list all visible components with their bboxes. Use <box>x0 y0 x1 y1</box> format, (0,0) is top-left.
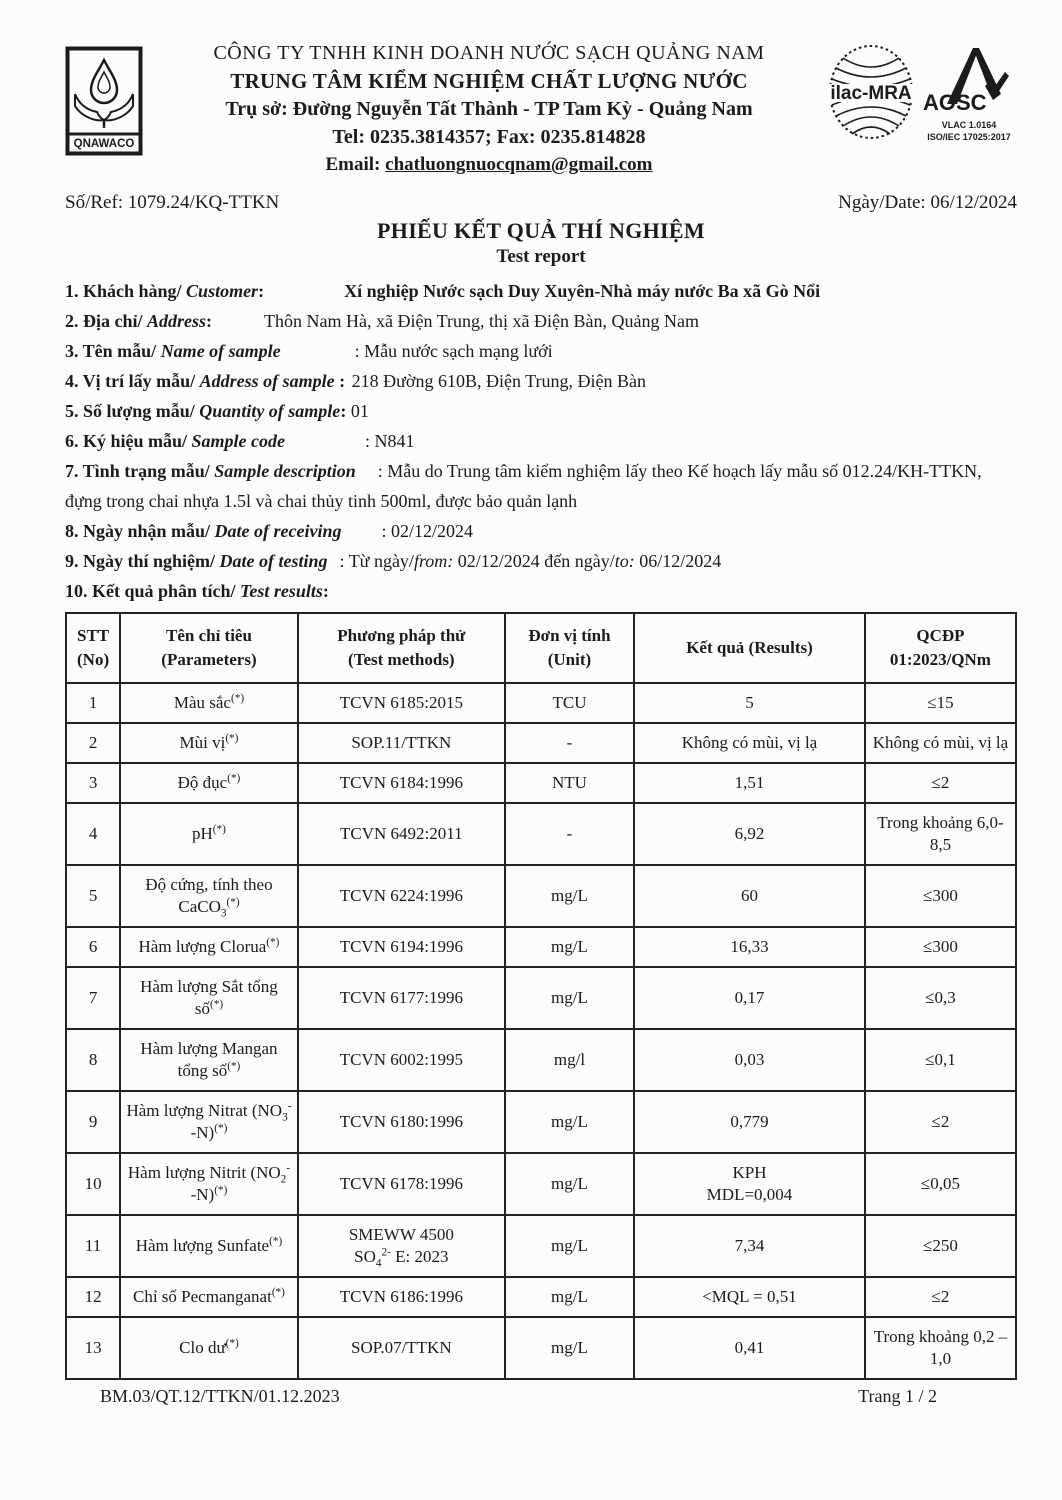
cell-result: 0,03 <box>634 1029 865 1091</box>
cell-limit: ≤2 <box>865 763 1016 803</box>
field-label-en: Customer <box>186 281 259 301</box>
cell-method: TCVN 6184:1996 <box>298 763 505 803</box>
reference-number: Số/Ref: 1079.24/KQ-TTKN <box>65 192 280 213</box>
field-value: : Mẫu nước sạch mạng lưới <box>354 341 553 361</box>
results-table-head <box>66 613 1016 683</box>
report-field <box>65 426 1017 456</box>
field-label-en: Address of sample <box>199 371 335 391</box>
field-value: : Từ ngày/from: 02/12/2024 đến ngày/to: 06/12/2024 <box>339 551 722 571</box>
cell-parameter: Chỉ số Pecmanganat(*) <box>120 1277 298 1317</box>
cell-parameter: Hàm lượng Mangan tổng số(*) <box>120 1029 298 1091</box>
cell-result: 0,779 <box>634 1091 865 1153</box>
cell-limit: ≤15 <box>865 683 1016 723</box>
cell-method: SOP.11/TTKN <box>298 723 505 763</box>
aosc-vlac-code: VLAC 1.0164 <box>941 120 997 130</box>
cell-no: 4 <box>66 803 120 865</box>
qnawaco-logo-icon <box>65 46 143 156</box>
cell-result: 0,17 <box>634 967 865 1029</box>
report-fields <box>65 276 1017 606</box>
field-label-en: Name of sample <box>160 341 281 361</box>
company-block <box>151 40 827 178</box>
cell-no: 6 <box>66 927 120 967</box>
field-label-en: Sample code <box>191 431 286 451</box>
col-header-unit: Đơn vị tính (Unit) <box>505 613 634 683</box>
cell-no: 10 <box>66 1153 120 1215</box>
cell-unit: mg/L <box>505 927 634 967</box>
report-field <box>65 306 1017 336</box>
field-label-en: Address <box>147 311 207 331</box>
table-row <box>66 1153 1016 1215</box>
report-field <box>65 516 1017 546</box>
field-label-en: Sample description <box>214 461 356 481</box>
col-header-result: Kết quả (Results) <box>634 613 865 683</box>
report-field <box>65 396 1017 426</box>
field-value: 01 <box>346 401 369 421</box>
report-field <box>65 576 1017 606</box>
cell-method: TCVN 6194:1996 <box>298 927 505 967</box>
cell-no: 11 <box>66 1215 120 1277</box>
field-label: 6. Ký hiệu mẫu/ <box>65 431 192 451</box>
field-label: 7. Tình trạng mẫu/ <box>65 461 215 481</box>
cell-result: KPH MDL=0,004 <box>634 1153 865 1215</box>
field-label: 9. Ngày thí nghiệm/ <box>65 551 220 571</box>
field-label: 1. Khách hàng/ <box>65 281 187 301</box>
email-address: chatluongnuocqnam@gmail.com <box>385 154 653 175</box>
cell-result: Không có mùi, vị lạ <box>634 723 865 763</box>
header-row <box>66 613 1016 683</box>
cell-unit: TCU <box>505 683 634 723</box>
cell-result: 5 <box>634 683 865 723</box>
hq-address: Trụ sở: Đường Nguyễn Tất Thành - TP Tam Kỳ - Quảng Nam <box>225 98 753 120</box>
col-header-no: STT (No) <box>66 613 120 683</box>
cell-unit: mg/L <box>505 865 634 927</box>
cell-result: 16,33 <box>634 927 865 967</box>
ilac-mra-logo-icon <box>827 42 915 142</box>
field-label: 5. Số lượng mẫu/ <box>65 401 200 421</box>
report-field <box>65 276 1017 306</box>
table-row <box>66 1091 1016 1153</box>
field-separator: : <box>322 581 329 601</box>
cell-limit: Trong khoảng 0,2 – 1,0 <box>865 1317 1016 1379</box>
cell-parameter: Clo dư(*) <box>120 1317 298 1379</box>
report-field <box>65 366 1017 396</box>
results-table-body <box>66 683 1016 1379</box>
cell-no: 7 <box>66 967 120 1029</box>
field-label: 8. Ngày nhận mẫu/ <box>65 521 215 541</box>
cell-limit: ≤0,1 <box>865 1029 1016 1091</box>
cell-no: 13 <box>66 1317 120 1379</box>
tel-fax: Tel: 0235.3814357; Fax: 0235.814828 <box>332 126 646 148</box>
cell-unit: mg/L <box>505 1317 634 1379</box>
field-label-en: Date of testing <box>219 551 328 571</box>
cell-unit: - <box>505 723 634 763</box>
report-field <box>65 336 1017 366</box>
table-row <box>66 1215 1016 1277</box>
cell-unit: mg/L <box>505 1277 634 1317</box>
cell-parameter: Độ đục(*) <box>120 763 298 803</box>
field-value: : Mẫu do Trung tâm kiểm nghiệm lấy theo Kế hoạch lấy mẫu số 012.24/KH-TTKN, đựng trong chai nhựa 1.5l và chai thủy tinh 500ml, được bảo quản lạnh <box>65 461 982 511</box>
cell-method: SOP.07/TTKN <box>298 1317 505 1379</box>
table-row <box>66 865 1016 927</box>
field-gap <box>342 536 382 537</box>
aosc-logo-text: AOSC <box>923 90 987 114</box>
field-label-en: Test results <box>240 581 323 601</box>
cell-limit: ≤300 <box>865 865 1016 927</box>
field-gap <box>212 326 264 327</box>
cell-limit: ≤0,05 <box>865 1153 1016 1215</box>
center-name: TRUNG TÂM KIỂM NGHIỆM CHẤT LƯỢNG NƯỚC <box>230 69 748 93</box>
table-row <box>66 967 1016 1029</box>
cell-result: 7,34 <box>634 1215 865 1277</box>
cell-parameter: Hàm lượng Sunfate(*) <box>120 1215 298 1277</box>
cell-no: 8 <box>66 1029 120 1091</box>
col-header-method: Phương pháp thử (Test methods) <box>298 613 505 683</box>
cell-parameter: pH(*) <box>120 803 298 865</box>
email-line <box>155 151 823 178</box>
table-row <box>66 763 1016 803</box>
cell-unit: mg/L <box>505 967 634 1029</box>
table-row <box>66 1317 1016 1379</box>
field-gap <box>356 476 378 477</box>
cell-result: <MQL = 0,51 <box>634 1277 865 1317</box>
page-footer <box>65 1386 1017 1407</box>
cell-parameter: Mùi vị(*) <box>120 723 298 763</box>
reference-row <box>65 192 1017 214</box>
field-gap <box>328 566 340 567</box>
cell-method: TCVN 6224:1996 <box>298 865 505 927</box>
certification-logos <box>827 40 1017 143</box>
field-gap <box>264 296 344 297</box>
cell-unit: mg/L <box>505 1091 634 1153</box>
field-value: 218 Đường 610B, Điện Trung, Điện Bàn <box>347 371 646 391</box>
cell-no: 1 <box>66 683 120 723</box>
col-header-limit: QCĐP 01:2023/QNm <box>865 613 1016 683</box>
field-label: 10. Kết quả phân tích/ <box>65 581 241 601</box>
results-table <box>65 612 1017 1380</box>
field-separator: : <box>334 371 346 391</box>
report-field <box>65 546 1017 576</box>
field-value: : N841 <box>365 431 415 451</box>
table-row <box>66 927 1016 967</box>
field-gap <box>285 446 365 447</box>
page-number: Trang 1 / 2 <box>858 1386 937 1406</box>
cell-method: TCVN 6186:1996 <box>298 1277 505 1317</box>
cell-parameter: Hàm lượng Sắt tổng số(*) <box>120 967 298 1029</box>
cell-unit: mg/L <box>505 1215 634 1277</box>
table-row <box>66 683 1016 723</box>
ilac-mra-logo-text: ilac-MRA <box>830 83 912 104</box>
cell-parameter: Hàm lượng Nitrit $(NO_2^--N)^{(*)}$ <box>120 1153 298 1215</box>
field-label-en: Date of receiving <box>214 521 342 541</box>
cell-unit: mg/l <box>505 1029 634 1091</box>
table-row <box>66 803 1016 865</box>
cell-limit: ≤250 <box>865 1215 1016 1277</box>
cell-parameter: Hàm lượng Nitrat $(NO_3^--N)^{(*)}$ <box>120 1091 298 1153</box>
qnawaco-logo-text: QNAWACO <box>73 138 135 150</box>
report-header <box>65 40 1017 178</box>
cell-no: 9 <box>66 1091 120 1153</box>
field-value: : 02/12/2024 <box>381 521 474 541</box>
cell-no: 3 <box>66 763 120 803</box>
field-label: 3. Tên mẫu/ <box>65 341 161 361</box>
cell-method: SMEWW 4500 $SO_4^{2-}$ E: 2023 <box>298 1215 505 1277</box>
cell-parameter: Màu sắc(*) <box>120 683 298 723</box>
table-row <box>66 1029 1016 1091</box>
field-label: 4. Vị trí lấy mẫu/ <box>65 371 200 391</box>
cell-result: 6,92 <box>634 803 865 865</box>
cell-method: TCVN 6178:1996 <box>298 1153 505 1215</box>
cell-parameter: Độ cứng, tính theo CaCO$_3$(*) <box>120 865 298 927</box>
cell-no: 12 <box>66 1277 120 1317</box>
cell-unit: NTU <box>505 763 634 803</box>
cell-method: TCVN 6492:2011 <box>298 803 505 865</box>
cell-limit: ≤300 <box>865 927 1016 967</box>
field-separator: : <box>258 281 265 301</box>
cell-result: 1,51 <box>634 763 865 803</box>
cell-limit: Không có mùi, vị lạ <box>865 723 1016 763</box>
cell-method: TCVN 6177:1996 <box>298 967 505 1029</box>
cell-no: 2 <box>66 723 120 763</box>
cell-method: TCVN 6180:1996 <box>298 1091 505 1153</box>
cell-no: 5 <box>66 865 120 927</box>
field-value: Thôn Nam Hà, xã Điện Trung, thị xã Điện Bàn, Quảng Nam <box>264 311 699 331</box>
cell-limit: ≤2 <box>865 1277 1016 1317</box>
report-field <box>65 456 1017 516</box>
table-row <box>66 1277 1016 1317</box>
form-code: BM.03/QT.12/TTKN/01.12.2023 <box>100 1386 340 1406</box>
cell-method: TCVN 6002:1995 <box>298 1029 505 1091</box>
cell-result: 0,41 <box>634 1317 865 1379</box>
field-gap <box>281 356 355 357</box>
cell-unit: - <box>505 803 634 865</box>
field-label-en: Quantity of sample <box>199 401 341 421</box>
document-title: PHIẾU KẾT QUẢ THÍ NGHIỆM <box>377 218 705 243</box>
col-header-parameter: Tên chỉ tiêu (Parameters) <box>120 613 298 683</box>
cell-limit: ≤2 <box>865 1091 1016 1153</box>
field-value: Xí nghiệp Nước sạch Duy Xuyên-Nhà máy nước Ba xã Gò Nổi <box>344 281 821 301</box>
qnawaco-logo <box>65 40 151 161</box>
document-subtitle: Test report <box>496 246 586 267</box>
email-label: Email: <box>325 154 386 175</box>
cell-method: TCVN 6185:2015 <box>298 683 505 723</box>
cell-limit: Trong khoảng 6,0-8,5 <box>865 803 1016 865</box>
cell-parameter: Hàm lượng Clorua(*) <box>120 927 298 967</box>
cell-result: 60 <box>634 865 865 927</box>
aosc-logo <box>921 42 1017 143</box>
field-separator: : <box>206 311 213 331</box>
field-separator: : <box>340 401 347 421</box>
cell-unit: mg/L <box>505 1153 634 1215</box>
company-name: CÔNG TY TNHH KINH DOANH NƯỚC SẠCH QUẢNG NAM <box>213 42 765 64</box>
aosc-logo-icon <box>921 42 1017 114</box>
table-row <box>66 723 1016 763</box>
aosc-iso-code: ISO/IEC 17025:2017 <box>927 132 1011 142</box>
cell-limit: ≤0,3 <box>865 967 1016 1029</box>
reference-date: Ngày/Date: 06/12/2024 <box>838 192 1017 213</box>
field-label: 2. Địa chỉ/ <box>65 311 148 331</box>
